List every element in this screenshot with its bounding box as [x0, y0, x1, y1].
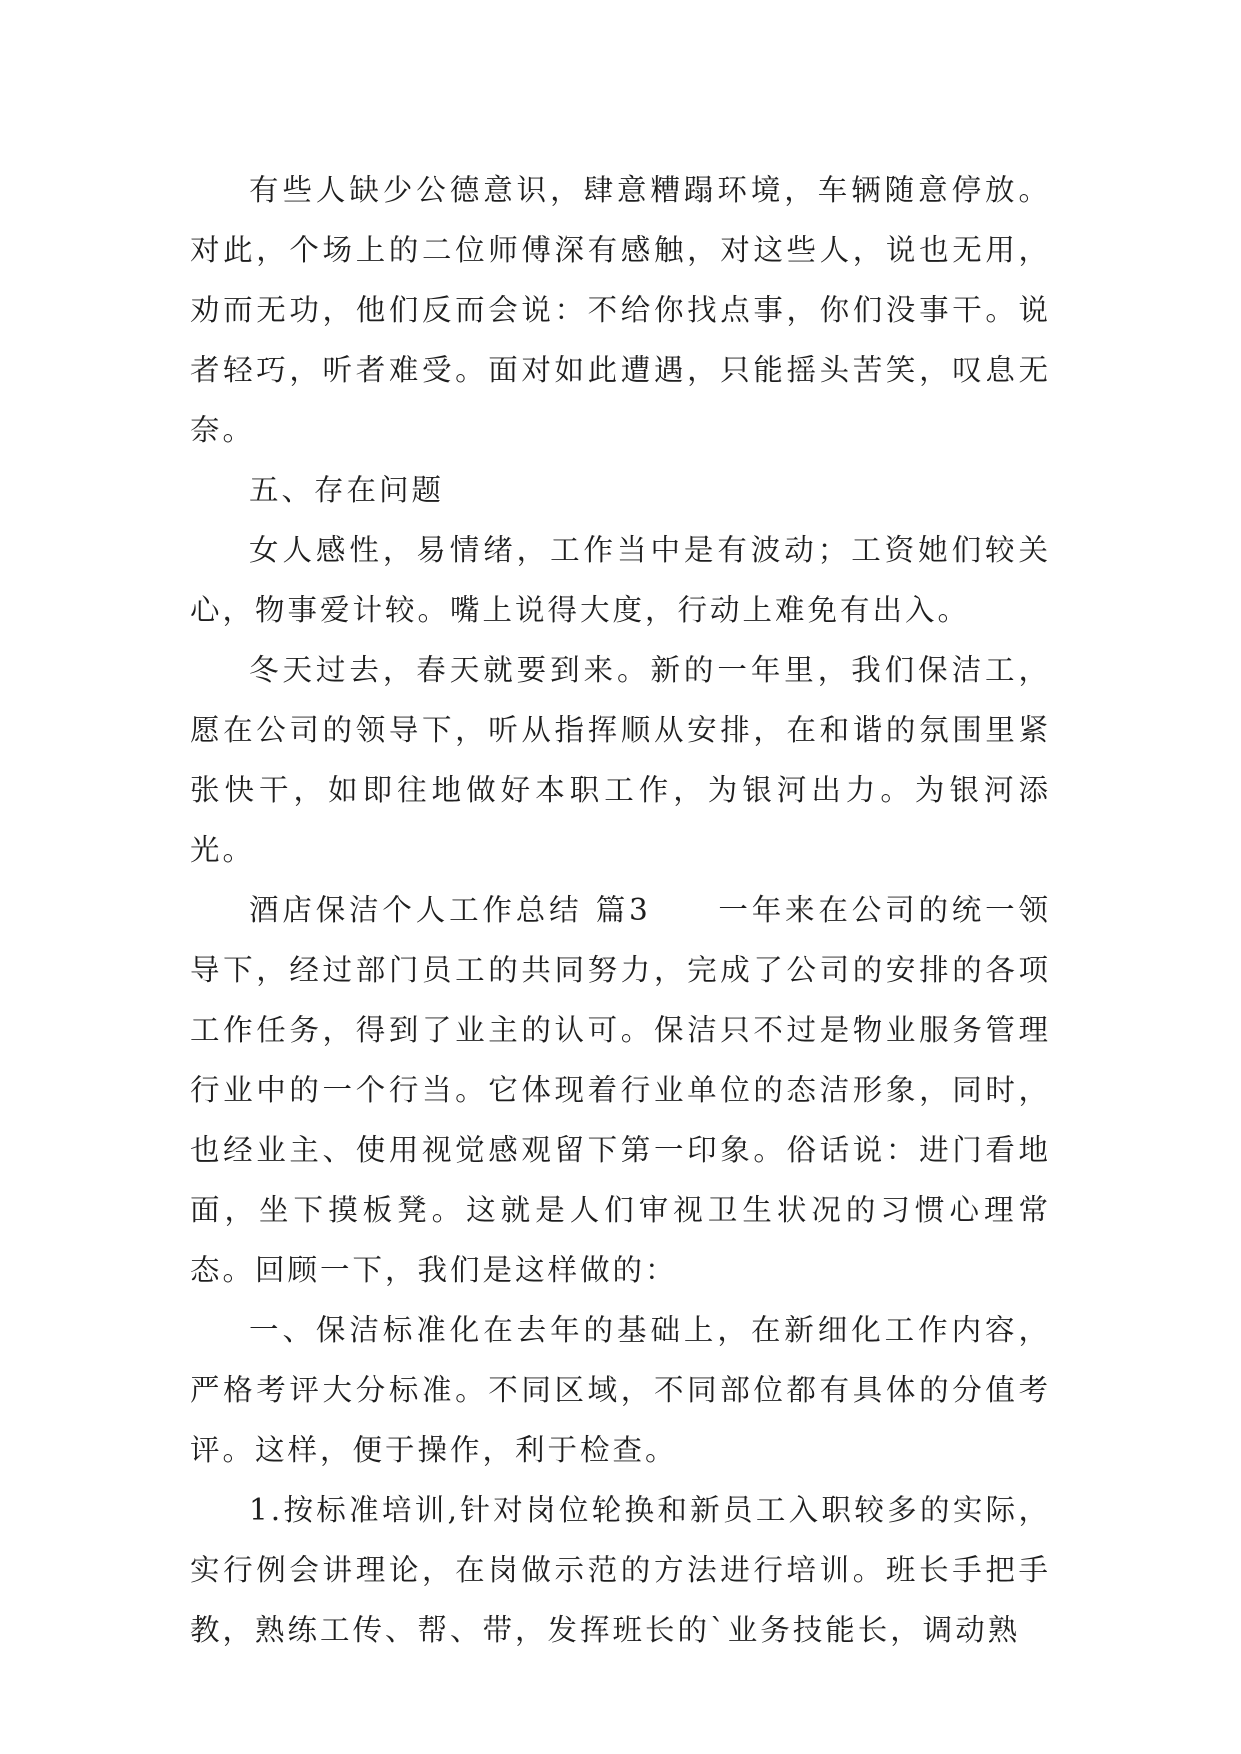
paragraph-training: 1.按标准培训,针对岗位轮换和新员工入职较多的实际，实行例会讲理论，在岗做示范的方法进行培训。班长手把手教，熟练工传、帮、带，发挥班长的`业务技能长，调动熟 [190, 1493, 1051, 1647]
document-body [190, 160, 1051, 1660]
paragraph-public-morality: 有些人缺少公德意识，肆意糟蹋环境，车辆随意停放。对此，个场上的二位师傅深有感触，对这些人，说也无用，劝而无功，他们反而会说：不给你找点事，你们没事干。说者轻巧，听者难受。面对如此遭遇，只能摇头苦笑，叹息无奈。 [190, 173, 1051, 447]
section-heading-existing-problems: 五、存在问题 [249, 473, 445, 507]
paragraph-standardization: 一、保洁标准化在去年的基础上，在新细化工作内容，严格考评大分标准。不同区域，不同部位都有具体的分值考评。这样，便于操作，利于检查。 [190, 1313, 1051, 1467]
paragraph-summary-part-3: 酒店保洁个人工作总结 篇3 一年来在公司的统一领导下，经过部门员工的共同努力，完成了公司的安排的各项工作任务，得到了业主的认可。保洁只不过是物业服务管理行业中的一个行当。它体现着行业单位的态洁形象，同时，也经业主、使用视觉感观留下第一印象。俗话说：进门看地面，坐下摸板凳。这就是人们审视卫生状况的习惯心理常态。回顾一下，我们是这样做的： [190, 893, 1051, 1287]
paragraph-women-emotion: 女人感性，易情绪，工作当中是有波动；工资她们较关心，物事爱计较。嘴上说得大度，行动上难免有出入。 [190, 533, 1051, 627]
paragraph-new-year: 冬天过去，春天就要到来。新的一年里，我们保洁工，愿在公司的领导下，听从指挥顺从安排，在和谐的氛围里紧张快干，如即往地做好本职工作，为银河出力。为银河添光。 [190, 653, 1051, 867]
